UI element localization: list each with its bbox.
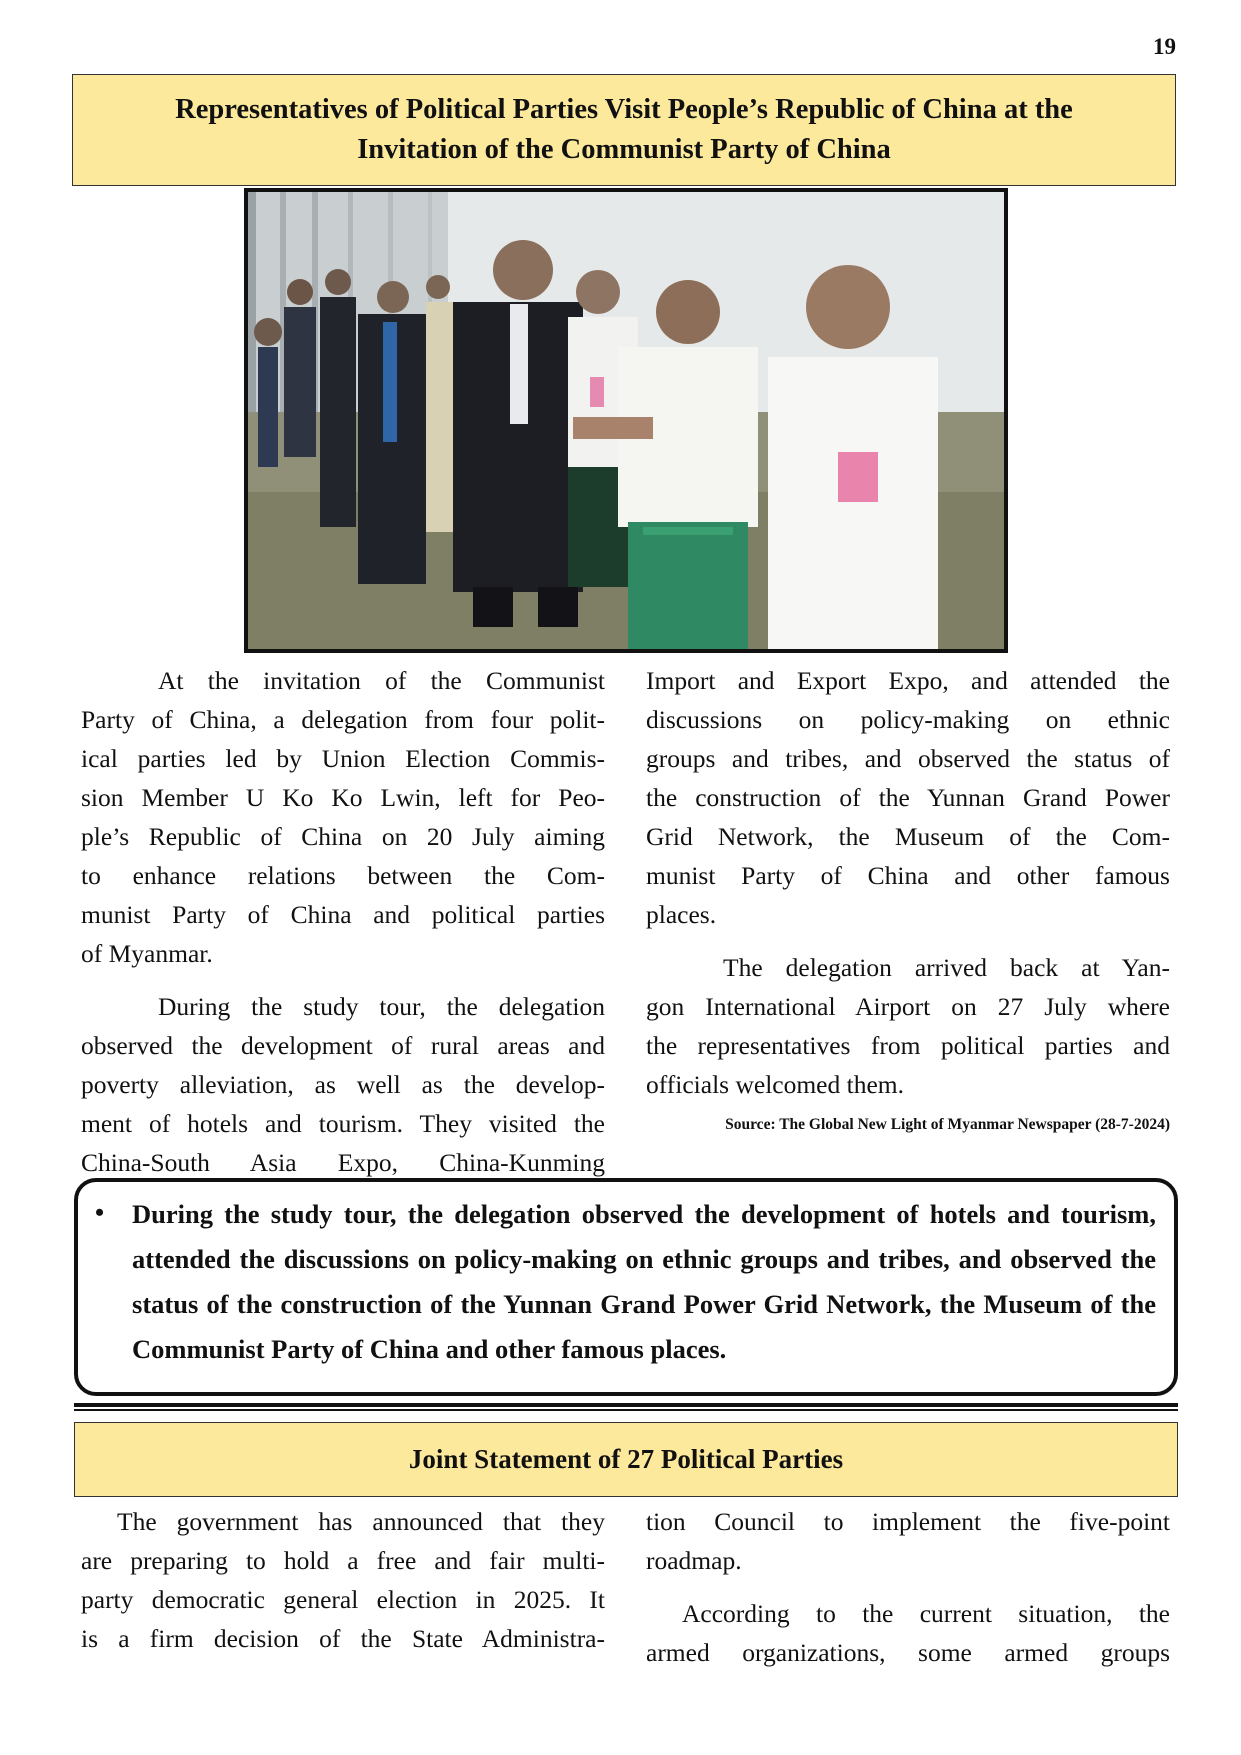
article-title-line-2: Invitation of the Communist Party of China bbox=[357, 134, 891, 165]
article-title-box bbox=[72, 74, 1176, 186]
body-line: gon International Airport on 27 July where bbox=[646, 992, 1170, 1021]
page-number: 19 bbox=[1153, 34, 1176, 59]
body-line: are preparing to hold a free and fair multi- bbox=[81, 1546, 605, 1575]
source-citation: Source: The Global New Light of Myanmar Newspaper (28-7-2024) bbox=[725, 1116, 1170, 1133]
delegation-photo-illustration bbox=[248, 192, 1004, 649]
article-column-1 bbox=[81, 661, 605, 1182]
body-line: munist Party of China and other famous bbox=[646, 861, 1170, 890]
article-column-2 bbox=[646, 661, 1170, 1104]
body-line: party democratic general election in 2025. It bbox=[81, 1585, 605, 1614]
body-line: places. bbox=[646, 900, 717, 929]
body-line: of Myanmar. bbox=[81, 939, 213, 968]
body-line: poverty alleviation, as well as the develop- bbox=[81, 1070, 605, 1099]
body-line: ical parties led by Union Election Commis- bbox=[81, 744, 605, 773]
body-line: Party of China, a delegation from four polit- bbox=[81, 705, 605, 734]
body-line: According to the current situation, the bbox=[682, 1599, 1170, 1628]
bullet-icon: • bbox=[95, 1198, 105, 1227]
body-line: discussions on policy-making on ethnic bbox=[646, 705, 1170, 734]
article-column-4 bbox=[646, 1502, 1170, 1672]
body-line: the representatives from political parties and bbox=[646, 1031, 1170, 1060]
article-title-line-1: Representatives of Political Parties Visit People’s Republic of China at the bbox=[175, 94, 1073, 125]
highlight-text: During the study tour, the delegation observed the development of hotels and tourism, attended the discussions on policy-making on ethnic groups and tribes, and observed the status of the construction of the Yunnan Grand Power Grid Network, the Museum of the Communist Party of China and other famous places. bbox=[132, 1199, 1156, 1364]
body-line: is a firm decision of the State Administra- bbox=[81, 1624, 605, 1653]
body-line: groups and tribes, and observed the status of bbox=[646, 744, 1170, 773]
body-line: ment of hotels and tourism. They visited the bbox=[81, 1109, 605, 1138]
article-title bbox=[175, 90, 1073, 170]
body-line: armed organizations, some armed groups bbox=[646, 1638, 1170, 1667]
body-line: observed the development of rural areas and bbox=[81, 1031, 605, 1060]
delegation-photo bbox=[244, 188, 1008, 653]
body-line: the construction of the Yunnan Grand Power bbox=[646, 783, 1170, 812]
body-line: China-South Asia Expo, China-Kunming bbox=[81, 1148, 605, 1177]
body-line: Import and Export Expo, and attended the bbox=[646, 666, 1170, 695]
body-line: The government has announced that they bbox=[117, 1507, 605, 1536]
body-line: to enhance relations between the Com- bbox=[81, 861, 605, 890]
highlight-box bbox=[74, 1178, 1178, 1396]
body-line: During the study tour, the delegation bbox=[158, 992, 605, 1021]
body-line: tion Council to implement the five-point bbox=[646, 1507, 1170, 1536]
body-line: roadmap. bbox=[646, 1546, 742, 1575]
body-line: The delegation arrived back at Yan- bbox=[723, 953, 1170, 982]
body-line: Grid Network, the Museum of the Com- bbox=[646, 822, 1170, 851]
body-line: sion Member U Ko Ko Lwin, left for Peo- bbox=[81, 783, 605, 812]
body-line: At the invitation of the Communist bbox=[158, 666, 605, 695]
divider-rule bbox=[74, 1403, 1178, 1407]
body-line: munist Party of China and political parties bbox=[81, 900, 605, 929]
divider-rule bbox=[74, 1409, 1178, 1411]
article-title-box bbox=[74, 1422, 1178, 1497]
body-line: ple’s Republic of China on 20 July aiming bbox=[81, 822, 605, 851]
body-line: officials welcomed them. bbox=[646, 1070, 904, 1099]
article-column-3 bbox=[81, 1502, 605, 1658]
article-title: Joint Statement of 27 Political Parties bbox=[408, 1444, 844, 1474]
